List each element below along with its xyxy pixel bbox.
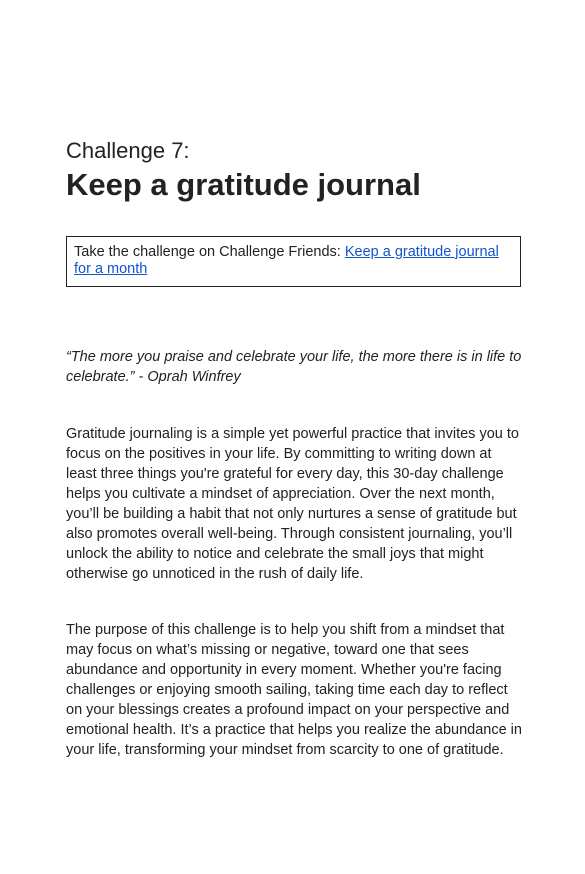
quote-text: “The more you praise and celebrate your life, the more there is in life to celebrate.”	[66, 349, 522, 385]
challenge-callout-box	[66, 236, 521, 287]
quote	[66, 347, 524, 387]
body-paragraph: The purpose of this challenge is to help you shift from a mindset that may focus on what’s missing or negative, toward one that sees abundance and opportunity in every moment. Whether you're facing challenges or enjoying smooth sailing, taking time each day to reflect on your blessings creates a profound impact on your perspective and emotional health. It’s a practice that helps you realize the abundance in your life, transforming your mindset from scarcity to one of gratitude.	[66, 622, 522, 758]
quote-attribution: - Oprah Winfrey	[134, 369, 241, 385]
body-paragraph: Gratitude journaling is a simple yet powerful practice that invites you to focus on the positives in your life. By committing to writing down at least three things you're grateful for every day, this 30-day challenge helps you cultivate a mindset of appreciation. Over the next month, you’ll be building a habit that not only nurtures a sense of gratitude but also promotes overall well-being. Through consistent journaling, you’ll unlock the ability to notice and celebrate the small joys that might otherwise go unnoticed in the rush of daily life.	[66, 426, 519, 582]
challenge-number: Challenge 7:	[66, 138, 190, 163]
page-title: Keep a gratitude journal	[66, 167, 421, 202]
callout-text: Take the challenge on Challenge Friends:	[74, 244, 345, 260]
challenge-link[interactable]: Keep a gratitude journal for a month	[74, 244, 499, 277]
